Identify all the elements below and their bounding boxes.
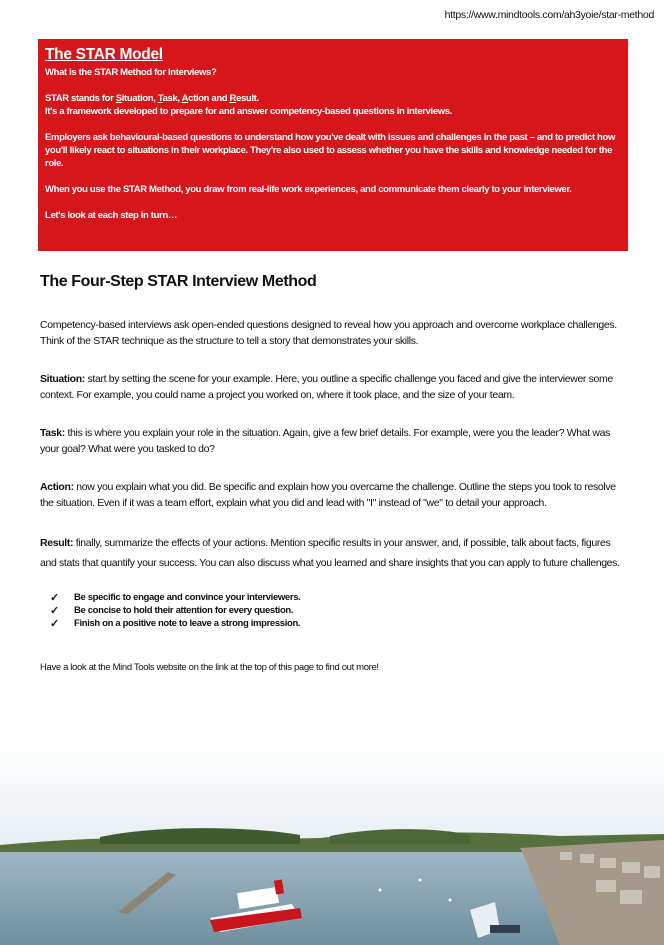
- check-icon: ✓: [50, 592, 59, 604]
- step-result: Result: finally, summarize the effects of your actions. Mention specific results in your answer, and, if possible, talk about facts, figures and stats that quantify your success. You can also discuss what you learned and share insights that you can apply to future challenges.: [40, 537, 620, 569]
- tips-checklist: [50, 591, 300, 630]
- step-situation: Situation: start by setting the scene for your example. Here, you outline a specific challenge you faced and give the interviewer some context. For example, you could name a project you worked on, where it took place, and the size of your team.: [40, 373, 613, 401]
- section-heading: The Four-Step STAR Interview Method: [40, 273, 317, 290]
- intro-paragraph: Competency-based interviews ask open-ended questions designed to reveal how you approach and overcome workplace challenges. Think of the STAR technique as the structure to tell a story that demonstrates your skills.: [40, 319, 617, 347]
- star-stands-for: STAR stands for Situation, Task, Action and Result.: [45, 93, 259, 104]
- star-model-title: The STAR Model: [45, 46, 163, 63]
- source-url[interactable]: https://www.mindtools.com/ah3yoie/star-method: [444, 9, 654, 21]
- tip-item: ✓ Finish on a positive note to leave a strong impression.: [50, 618, 301, 630]
- tip-item: ✓ Be concise to hold their attention for every question.: [50, 605, 294, 617]
- star-model-box: [38, 39, 628, 251]
- step-action: Action: now you explain what you did. Be specific and explain how you overcame the challenge. Outline the steps you took to resolve the situation. Even if it was a team effort, explain what you did and lead with "I" instead of "we" to detail your approach.: [40, 481, 616, 509]
- step-task: Task: this is where you explain your role in the situation. Again, give a few brief details. For example, were you the leader? What was your goal? What were you tasked to do?: [40, 427, 611, 455]
- harbour-photo: [0, 740, 664, 945]
- letter-s: S: [115, 93, 122, 104]
- star-question: What is the STAR Method for Interviews?: [45, 67, 217, 78]
- check-icon: ✓: [50, 618, 59, 630]
- footer-note: Have a look at the Mind Tools website on the link at the top of this page to find out more!: [40, 662, 379, 673]
- star-framework: It's a framework developed to prepare for and answer competency-based questions in interviews.: [45, 106, 453, 117]
- star-lets-look: Let's look at each step in turn…: [45, 210, 178, 221]
- star-when: When you use the STAR Method, you draw from real-life work experiences, and communicate them clearly to your interviewer.: [45, 184, 572, 195]
- letter-t: T: [157, 93, 163, 104]
- star-employers: Employers ask behavioural-based questions to understand how you've dealt with issues and challenges in the past – and to predict how you'll likely react to situations in their workplace. They're also used to assess whether you have the skills and knowledge needed for the role.: [45, 132, 615, 169]
- tip-item: ✓ Be specific to engage and convince your interviewers.: [50, 592, 301, 604]
- check-icon: ✓: [50, 605, 59, 617]
- letter-a: A: [181, 93, 189, 104]
- letter-r: R: [229, 93, 237, 104]
